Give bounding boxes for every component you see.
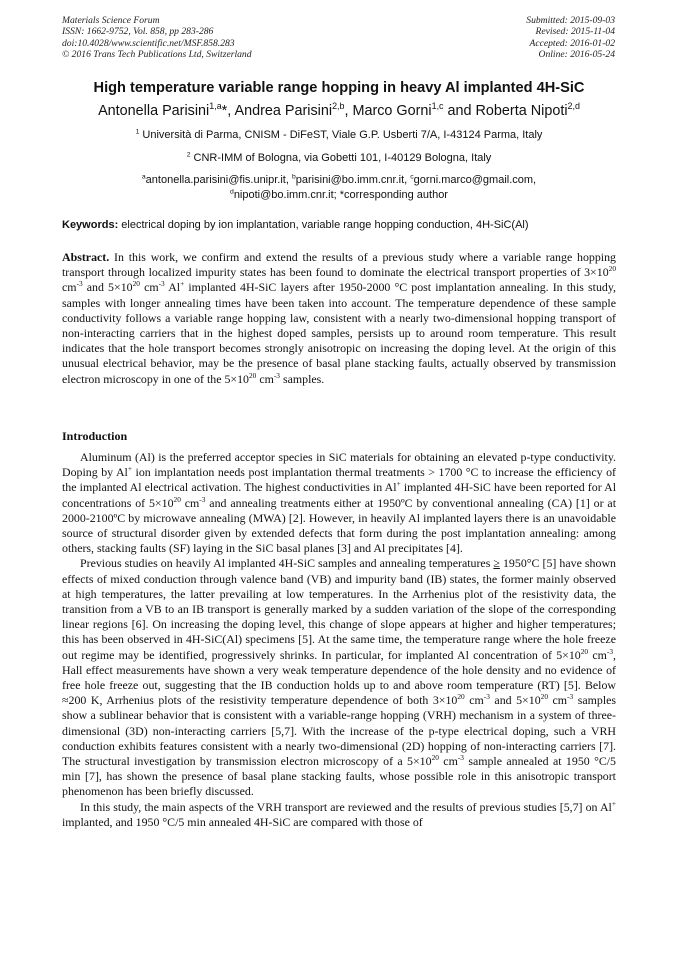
greater-equal-symbol: ≥: [493, 556, 500, 571]
email-address[interactable]: antonella.parisini@fis.unipr.it,: [145, 174, 292, 186]
text-run: samples show a sublinear behavior that is consistent with a variable-range hopping (VRH) mechanism in a system of three-dimensional (3D) non-interacting carriers [5,7]. With the increase of the p-type electrical doping, such a VRH conduction exhibits features consistent with a nearly two-dimensional (2D) hopping of non-interacting carriers [7]. The structural investigation by transmission electron microscopy of a 5×10: [62, 693, 617, 769]
text-run: cm: [548, 693, 568, 708]
author-name: Marco Gorni: [352, 103, 432, 119]
superscript: 20: [132, 279, 140, 289]
affiliation-number: 1: [135, 128, 140, 136]
superscript: 20: [431, 753, 439, 763]
text-run: cm: [588, 647, 607, 662]
text-run: 1950°C [5] have shown effects of mixed conduction through valence band (VB) and impurity band (IB) states, the former mainly observed at high temperatures, the latter prevailing at low temperatures. In the Arrhenius plot of the resistivity data, the transition from a VB to an IB transport is generally marked by a sudden variation of the slope of the corresponding linear regions [6]. On increasing the doping level, this change of slope appears at higher and higher temperatures; this has been observed in 4H-SiC(Al) specimens [5]. At the same time, the temperature range where the hole freeze out regime may be identified, progressively shrinks. In particular, for implanted Al concentration of 5×10: [62, 556, 616, 662]
date-revised: Revised: 2015-11-04: [535, 26, 615, 38]
paper-title: High temperature variable range hopping in heavy Al implanted 4H-SiC: [93, 80, 585, 96]
text-run: Previous studies on heavily Al implanted 4H-SiC samples and annealing temperatures: [80, 556, 494, 571]
superscript: -3: [606, 646, 614, 656]
text-run: implanted 4H-SiC layers after 1950-2000 °C post implantation annealing. In this study, samples with longer annealing times have been taken into account. The temperature dependence of these sample conductivity follows a variable range hopping law, consistent with a nearly two-dimensional hopping transport of non-interacting carriers that in the highest doped samples, persists up to around room temperature. This result indicates that the hole transport becomes strongly anisotropic on increasing the doping level. At the origin of this unusual electrical behavior, may be the presence of basal plane stacking faults, actually observed by transmission electron microscopy in one of the 5×10: [62, 280, 616, 386]
intro-paragraph-2: [62, 556, 616, 799]
text-run: implanted 4H-SiC have been reported for Al concentrations of 5×10: [62, 480, 617, 510]
text-run: cm: [139, 280, 159, 295]
superscript: -3: [199, 494, 206, 504]
superscript: -3: [76, 279, 83, 289]
email-mark: c: [410, 173, 414, 181]
text-run: and 5×10: [82, 280, 133, 295]
superscript: -3: [483, 692, 490, 702]
text-run: and 5×10: [489, 693, 541, 708]
email-line: [0, 188, 678, 203]
journal-issn: ISSN: 1662-9752, Vol. 858, pp 283-286: [62, 26, 214, 38]
author-affiliation-mark: 1,c: [431, 101, 444, 112]
superscript: 20: [580, 646, 589, 656]
author-name: Roberta Nipoti: [475, 103, 568, 119]
abstract: [62, 250, 616, 387]
superscript: 20: [457, 692, 465, 702]
superscript: 20: [608, 264, 616, 274]
author-affiliation-mark: 1,a: [209, 101, 222, 112]
affiliation-2: [0, 151, 678, 166]
text-run: samples.: [280, 371, 325, 386]
superscript: +: [180, 279, 185, 289]
author-separator: and: [443, 103, 476, 119]
abstract-label: Abstract.: [62, 250, 110, 264]
author-name: Andrea Parisini: [234, 103, 333, 119]
text-run: Aluminum (Al) is the preferred acceptor species in SiC materials for obtaining an elevated p-type conductivity. Doping by Al: [62, 450, 616, 480]
introduction-body: [62, 450, 616, 830]
keywords: [62, 219, 616, 231]
author-separator: ,: [344, 103, 353, 119]
author-name: Antonella Parisini: [98, 103, 210, 119]
submission-dates: [526, 15, 615, 61]
text-run: cm: [464, 693, 484, 708]
date-online: Online: 2016-05-24: [538, 49, 615, 61]
journal-name: Materials Science Forum: [62, 15, 160, 26]
text-run: ion implantation needs post implantation thermal treatments > 1700 °C to increase the efficiency of the implanted Al electrical activation. The highest conductivities in Al: [62, 465, 617, 495]
email-address[interactable]: nipoti@bo.imm.cnr.it; *corresponding author: [233, 189, 448, 201]
text-run: cm: [62, 280, 77, 295]
email-mark: a: [141, 173, 146, 181]
superscript: -3: [158, 279, 165, 289]
email-mark: b: [291, 173, 296, 181]
affiliation-text: Università di Parma, CNISM - DiFeST, Viale G.P. Usberti 7/A, I-43124 Parma, Italy: [139, 129, 543, 141]
superscript: 20: [540, 692, 549, 702]
author-affiliation-mark: 2,b: [332, 101, 345, 112]
author-list: [0, 103, 678, 119]
text-run: cm: [180, 495, 200, 510]
text-run: Al: [164, 280, 181, 295]
text-run: cm: [256, 371, 274, 386]
email-mark: d: [230, 188, 234, 196]
superscript: +: [611, 798, 616, 808]
text-run: and annealing treatments either at 1950ºC by conventional annealing (CA) [1] or at 2000-2100ºC by microwave annealing (MWA) [2]. However, in heavily Al implanted layers there is an unavoidable source of structural disorder given by extended defects that form during the post implantation annealing: among others, stacking faults (SF) laying in the SiC basal planes [3] and Al precipitates [4].: [62, 495, 617, 556]
text-run: implanted, and 1950 °C/5 min annealed 4H-SiC are compared with those of: [62, 814, 423, 829]
affiliation-number: 2: [186, 151, 191, 159]
section-heading-introduction: Introduction: [62, 429, 128, 443]
affiliation-1: [0, 128, 678, 143]
intro-paragraph-3: [62, 800, 616, 830]
email-address[interactable]: gorni.marco@gmail.com,: [413, 174, 537, 186]
superscript: +: [127, 464, 132, 474]
journal-info: [62, 15, 252, 61]
superscript: -3: [457, 753, 464, 763]
text-run: , Hall effect measurements have shown a very weak temperature dependence of the hole density and no evidence of free hole freeze out, suggesting that the IB conduction holds up to and above room temperature (RT) [5]. Below ≈200 K, Arrhenius plots of the resistivity temperature dependence of both 3×10: [62, 647, 616, 708]
journal-doi[interactable]: doi:10.4028/www.scientific.net/MSF.858.283: [62, 37, 235, 49]
superscript: 20: [173, 494, 181, 504]
text-run: In this work, we confirm and extend the results of a previous study where a variable range hopping transport through localized impurity states has been found to dominate the electrical transport properties of 3×10: [62, 250, 616, 280]
keywords-text: electrical doping by ion implantation, variable range hopping conduction, 4H-SiC(Al): [118, 219, 529, 231]
text-run: cm: [438, 754, 458, 769]
email-address[interactable]: parisini@bo.imm.cnr.it,: [295, 174, 411, 186]
journal-copyright: © 2016 Trans Tech Publications Ltd, Switzerland: [62, 49, 252, 61]
abstract-paragraph: [62, 250, 616, 387]
email-line: [0, 173, 678, 188]
keywords-label: Keywords:: [62, 219, 119, 231]
corresponding-mark: *,: [221, 103, 235, 119]
email-list: [0, 173, 678, 203]
superscript: -3: [567, 692, 574, 702]
date-submitted: Submitted: 2015-09-03: [526, 15, 615, 26]
intro-paragraph-1: [62, 450, 616, 556]
affiliation-text: CNR-IMM of Bologna, via Gobetti 101, I-40129 Bologna, Italy: [190, 152, 492, 164]
superscript: 20: [249, 370, 257, 380]
text-run: sample annealed at 1950 °C/5 min [7], has shown the presence of basal plane stacking faults, whose possible role in this anisotropic transport phenomenon has been briefly discussed.: [62, 754, 617, 799]
superscript: +: [396, 479, 401, 489]
superscript: -3: [273, 370, 280, 380]
text-run: In this study, the main aspects of the VRH transport are reviewed and the results of previous studies [5,7] on Al: [80, 799, 612, 814]
author-affiliation-mark: 2,d: [567, 101, 580, 112]
date-accepted: Accepted: 2016-01-02: [529, 37, 615, 49]
